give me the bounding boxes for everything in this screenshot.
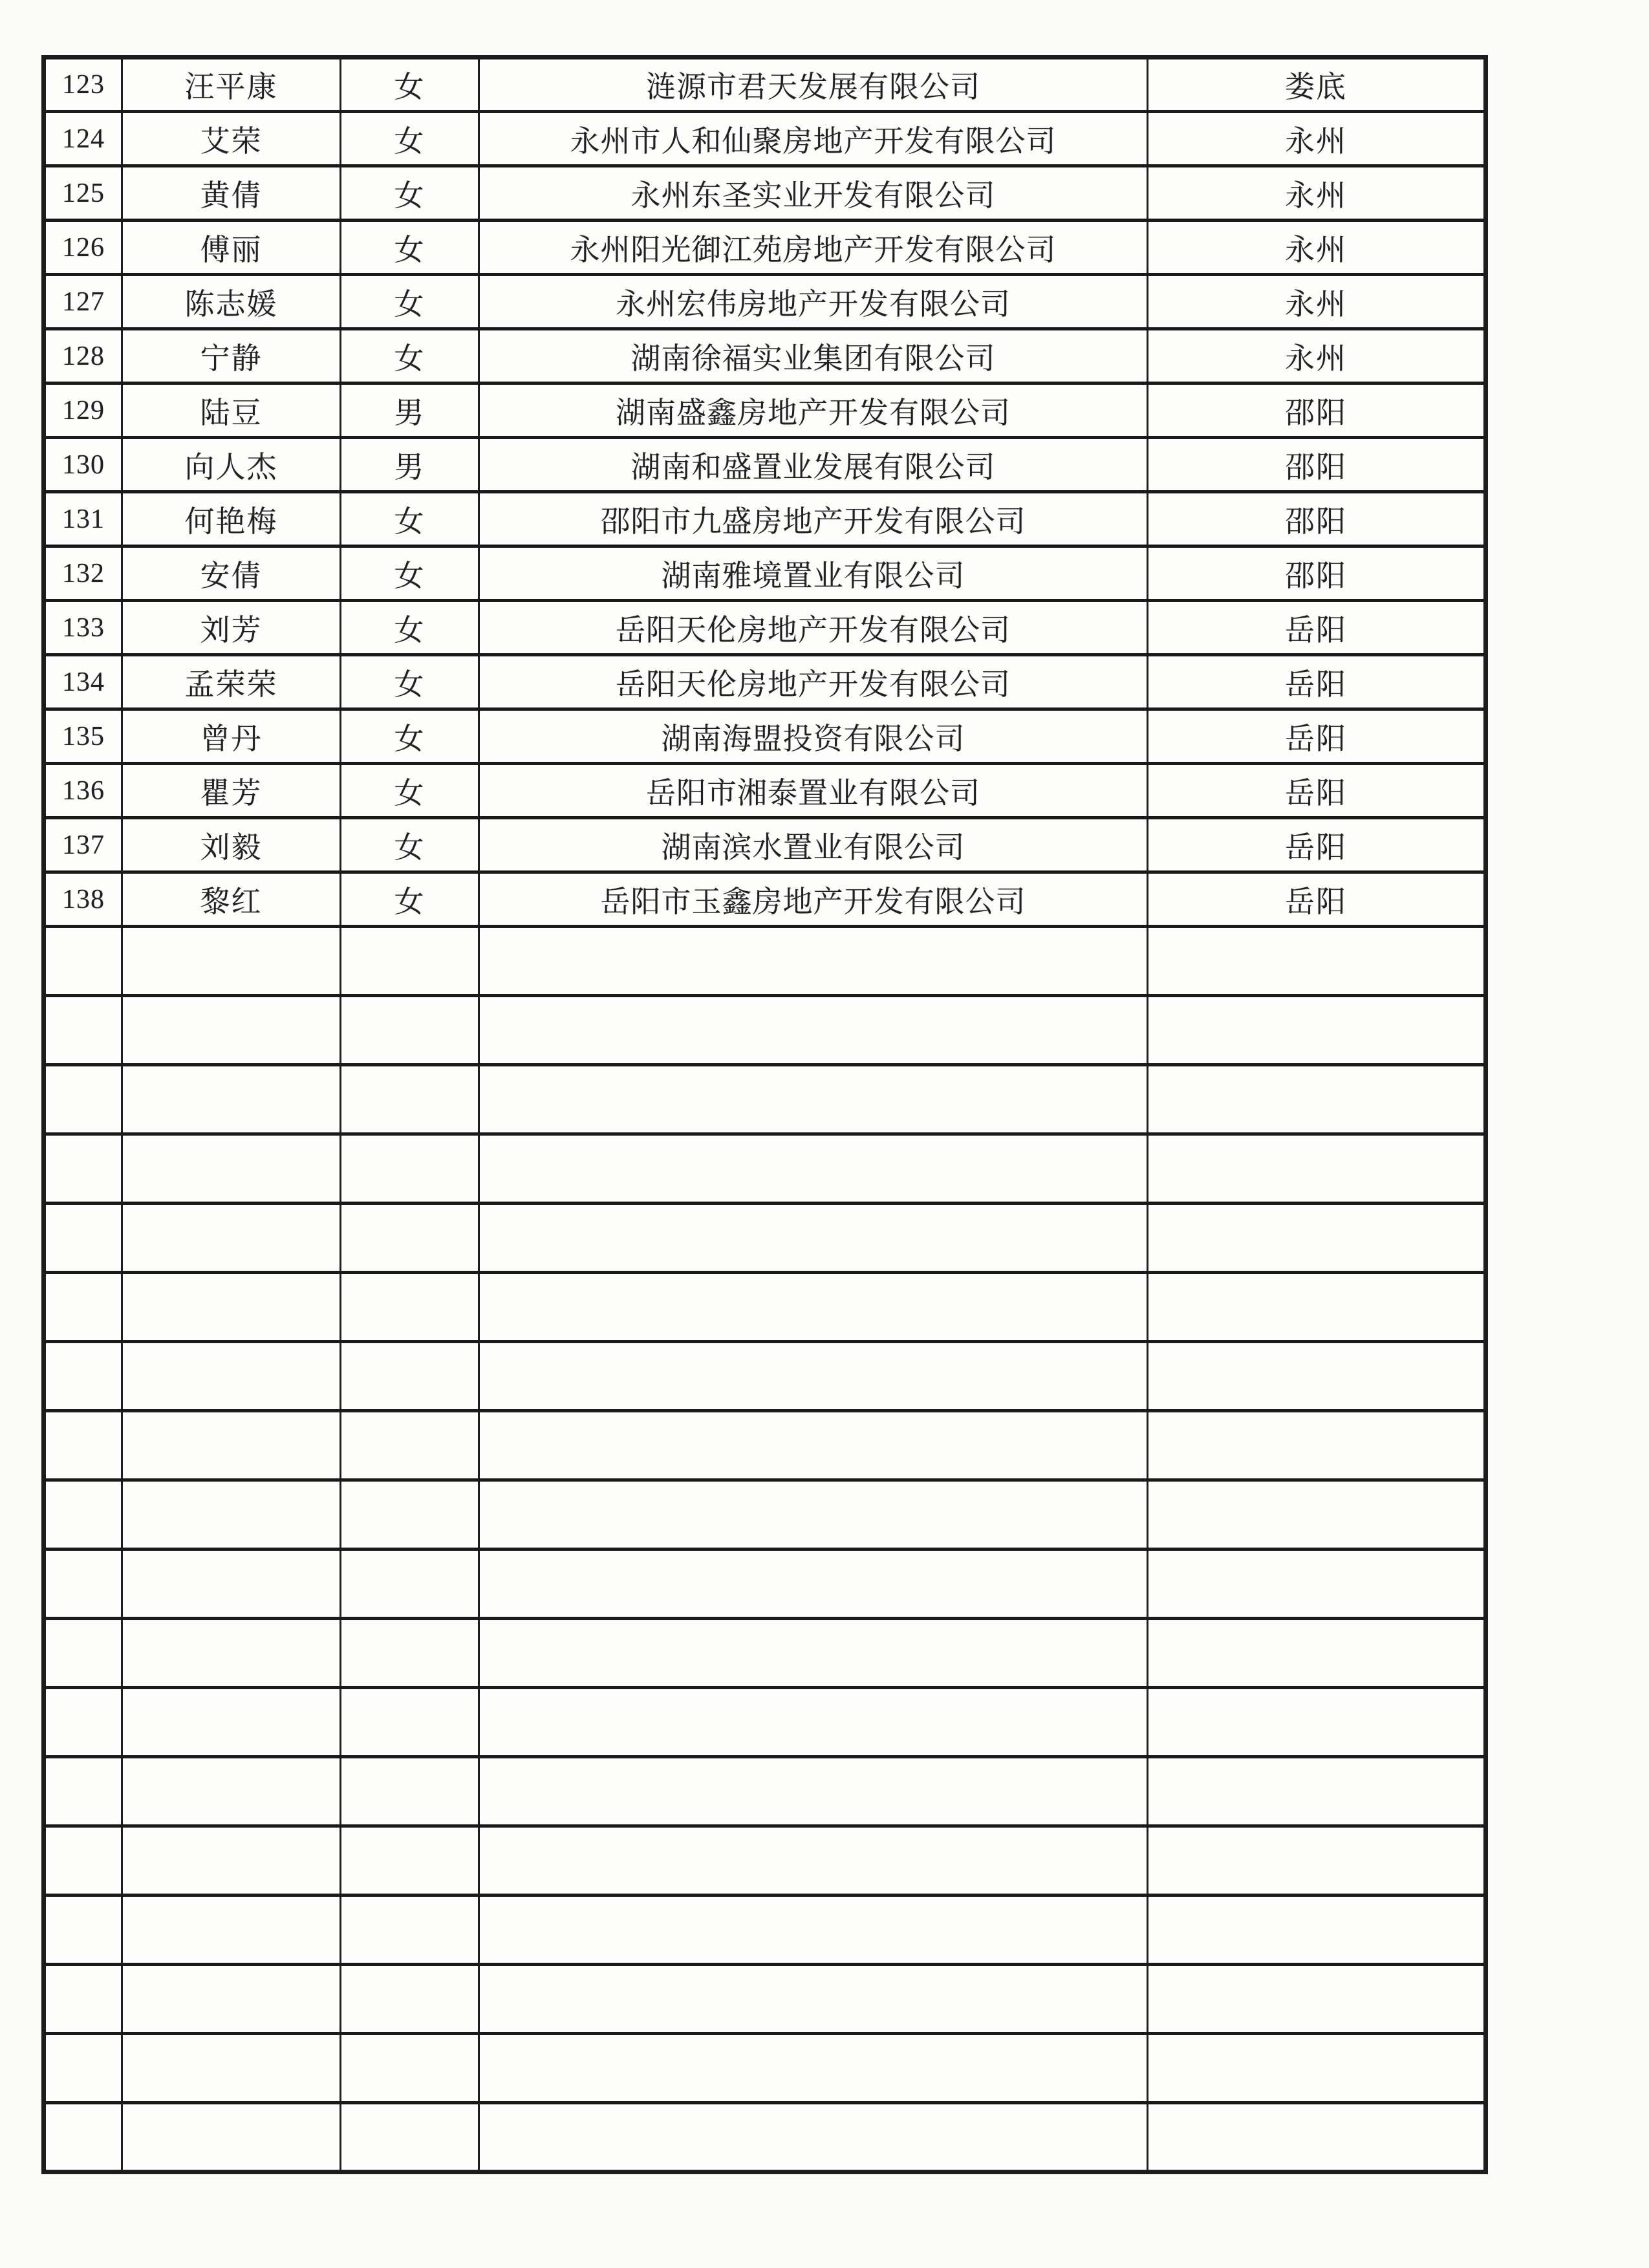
cell-name xyxy=(122,1619,341,1688)
cell-city: 永州 xyxy=(1148,112,1486,166)
table-row-empty xyxy=(44,1619,1486,1688)
cell-company xyxy=(479,2103,1148,2172)
cell-city: 娄底 xyxy=(1148,58,1486,112)
cell-gender xyxy=(341,1550,479,1619)
cell-gender: 女 xyxy=(341,492,479,546)
cell-name: 孟荣荣 xyxy=(122,655,341,709)
cell-name: 宁静 xyxy=(122,329,341,383)
cell-company: 湖南和盛置业发展有限公司 xyxy=(479,438,1148,492)
cell-seq xyxy=(44,996,122,1065)
cell-seq xyxy=(44,1480,122,1550)
cell-gender: 女 xyxy=(341,166,479,221)
cell-gender: 女 xyxy=(341,221,479,275)
cell-gender xyxy=(341,927,479,996)
cell-gender xyxy=(341,1965,479,2034)
cell-seq xyxy=(44,1688,122,1757)
table-row-empty xyxy=(44,1204,1486,1273)
table-row-empty xyxy=(44,1411,1486,1480)
table-row-empty xyxy=(44,1342,1486,1411)
cell-seq: 133 xyxy=(44,601,122,655)
cell-company xyxy=(479,2034,1148,2103)
cell-seq xyxy=(44,1134,122,1204)
cell-seq: 123 xyxy=(44,58,122,112)
cell-company: 湖南海盟投资有限公司 xyxy=(479,709,1148,764)
cell-name xyxy=(122,1342,341,1411)
cell-company xyxy=(479,1757,1148,1826)
cell-city xyxy=(1148,1480,1486,1550)
cell-seq xyxy=(44,2103,122,2172)
table-row-empty xyxy=(44,1480,1486,1550)
cell-seq xyxy=(44,1411,122,1480)
cell-company xyxy=(479,1411,1148,1480)
cell-name xyxy=(122,1965,341,2034)
cell-company: 岳阳市玉鑫房地产开发有限公司 xyxy=(479,872,1148,927)
cell-seq: 138 xyxy=(44,872,122,927)
roster-body xyxy=(44,58,1486,2172)
cell-company xyxy=(479,1826,1148,1895)
cell-gender xyxy=(341,1273,479,1342)
cell-seq: 127 xyxy=(44,275,122,329)
cell-name xyxy=(122,927,341,996)
cell-name xyxy=(122,2034,341,2103)
table-row xyxy=(44,546,1486,601)
cell-seq: 131 xyxy=(44,492,122,546)
cell-city: 邵阳 xyxy=(1148,492,1486,546)
table-row-empty xyxy=(44,1273,1486,1342)
cell-gender xyxy=(341,1411,479,1480)
cell-name xyxy=(122,1826,341,1895)
cell-gender xyxy=(341,2103,479,2172)
table-row-empty xyxy=(44,2034,1486,2103)
cell-company xyxy=(479,996,1148,1065)
cell-seq: 128 xyxy=(44,329,122,383)
cell-city xyxy=(1148,927,1486,996)
cell-gender: 女 xyxy=(341,275,479,329)
cell-seq xyxy=(44,1895,122,1965)
cell-company: 岳阳天伦房地产开发有限公司 xyxy=(479,601,1148,655)
cell-gender: 女 xyxy=(341,601,479,655)
table-row xyxy=(44,709,1486,764)
cell-company: 永州市人和仙聚房地产开发有限公司 xyxy=(479,112,1148,166)
cell-city xyxy=(1148,1273,1486,1342)
cell-seq xyxy=(44,1204,122,1273)
cell-company xyxy=(479,1550,1148,1619)
cell-company xyxy=(479,1134,1148,1204)
cell-city: 永州 xyxy=(1148,275,1486,329)
cell-name: 陆豆 xyxy=(122,383,341,438)
table-row xyxy=(44,492,1486,546)
cell-gender xyxy=(341,1757,479,1826)
roster-table xyxy=(41,55,1488,2174)
cell-name: 何艳梅 xyxy=(122,492,341,546)
cell-company: 永州宏伟房地产开发有限公司 xyxy=(479,275,1148,329)
table-row xyxy=(44,818,1486,872)
cell-city xyxy=(1148,1204,1486,1273)
cell-name: 安倩 xyxy=(122,546,341,601)
cell-name: 黄倩 xyxy=(122,166,341,221)
cell-gender xyxy=(341,1480,479,1550)
cell-seq xyxy=(44,1619,122,1688)
cell-company: 永州东圣实业开发有限公司 xyxy=(479,166,1148,221)
table-row-empty xyxy=(44,1065,1486,1134)
cell-gender: 女 xyxy=(341,546,479,601)
table-row-empty xyxy=(44,1688,1486,1757)
cell-company: 湖南徐福实业集团有限公司 xyxy=(479,329,1148,383)
table-row xyxy=(44,329,1486,383)
table-row-empty xyxy=(44,1965,1486,2034)
cell-seq: 125 xyxy=(44,166,122,221)
cell-name: 陈志媛 xyxy=(122,275,341,329)
table-row-empty xyxy=(44,1134,1486,1204)
cell-company: 岳阳市湘泰置业有限公司 xyxy=(479,764,1148,818)
cell-name: 曾丹 xyxy=(122,709,341,764)
cell-city xyxy=(1148,1065,1486,1134)
cell-gender xyxy=(341,1342,479,1411)
cell-name: 汪平康 xyxy=(122,58,341,112)
cell-name xyxy=(122,1134,341,1204)
cell-seq xyxy=(44,1757,122,1826)
cell-seq: 136 xyxy=(44,764,122,818)
cell-seq xyxy=(44,1342,122,1411)
table-row-empty xyxy=(44,1550,1486,1619)
cell-company xyxy=(479,1965,1148,2034)
cell-name xyxy=(122,1480,341,1550)
cell-name: 傅丽 xyxy=(122,221,341,275)
cell-city: 永州 xyxy=(1148,166,1486,221)
cell-gender: 男 xyxy=(341,383,479,438)
cell-gender: 女 xyxy=(341,709,479,764)
cell-city: 邵阳 xyxy=(1148,438,1486,492)
cell-city xyxy=(1148,2034,1486,2103)
cell-name xyxy=(122,1411,341,1480)
cell-gender: 女 xyxy=(341,329,479,383)
cell-name xyxy=(122,2103,341,2172)
cell-city xyxy=(1148,1134,1486,1204)
cell-company: 邵阳市九盛房地产开发有限公司 xyxy=(479,492,1148,546)
cell-gender: 女 xyxy=(341,872,479,927)
cell-name: 刘芳 xyxy=(122,601,341,655)
cell-name xyxy=(122,1895,341,1965)
cell-seq xyxy=(44,927,122,996)
cell-seq xyxy=(44,2034,122,2103)
cell-name: 刘毅 xyxy=(122,818,341,872)
cell-city xyxy=(1148,1688,1486,1757)
cell-gender xyxy=(341,1619,479,1688)
cell-gender: 女 xyxy=(341,764,479,818)
cell-company xyxy=(479,1480,1148,1550)
cell-gender: 女 xyxy=(341,655,479,709)
cell-seq: 124 xyxy=(44,112,122,166)
cell-gender xyxy=(341,2034,479,2103)
cell-city xyxy=(1148,996,1486,1065)
cell-company: 湖南盛鑫房地产开发有限公司 xyxy=(479,383,1148,438)
cell-seq: 135 xyxy=(44,709,122,764)
table-row xyxy=(44,275,1486,329)
cell-seq xyxy=(44,1965,122,2034)
cell-company: 岳阳天伦房地产开发有限公司 xyxy=(479,655,1148,709)
cell-company xyxy=(479,1065,1148,1134)
cell-gender: 女 xyxy=(341,818,479,872)
cell-gender xyxy=(341,1688,479,1757)
cell-city: 岳阳 xyxy=(1148,655,1486,709)
table-row xyxy=(44,655,1486,709)
cell-gender: 女 xyxy=(341,58,479,112)
cell-company: 涟源市君天发展有限公司 xyxy=(479,58,1148,112)
cell-company xyxy=(479,927,1148,996)
table-row xyxy=(44,872,1486,927)
cell-city xyxy=(1148,1411,1486,1480)
cell-gender xyxy=(341,1204,479,1273)
table-row-empty xyxy=(44,927,1486,996)
cell-seq: 130 xyxy=(44,438,122,492)
cell-company xyxy=(479,1273,1148,1342)
table-row-empty xyxy=(44,1895,1486,1965)
cell-name: 黎红 xyxy=(122,872,341,927)
cell-name xyxy=(122,1757,341,1826)
cell-city xyxy=(1148,1619,1486,1688)
cell-name xyxy=(122,1550,341,1619)
cell-name: 向人杰 xyxy=(122,438,341,492)
cell-city xyxy=(1148,1342,1486,1411)
cell-seq: 132 xyxy=(44,546,122,601)
cell-city: 永州 xyxy=(1148,221,1486,275)
cell-company xyxy=(479,1619,1148,1688)
table-row xyxy=(44,601,1486,655)
table-row xyxy=(44,112,1486,166)
table-row xyxy=(44,438,1486,492)
cell-seq: 129 xyxy=(44,383,122,438)
cell-city: 岳阳 xyxy=(1148,818,1486,872)
cell-gender xyxy=(341,1065,479,1134)
table-row-empty xyxy=(44,2103,1486,2172)
cell-seq xyxy=(44,1273,122,1342)
cell-name xyxy=(122,996,341,1065)
cell-seq: 137 xyxy=(44,818,122,872)
cell-company xyxy=(479,1895,1148,1965)
table-row xyxy=(44,166,1486,221)
table-row xyxy=(44,221,1486,275)
cell-city: 邵阳 xyxy=(1148,546,1486,601)
cell-seq xyxy=(44,1826,122,1895)
cell-city: 永州 xyxy=(1148,329,1486,383)
table-row-empty xyxy=(44,1757,1486,1826)
cell-city xyxy=(1148,1757,1486,1826)
cell-name: 艾荣 xyxy=(122,112,341,166)
cell-city: 岳阳 xyxy=(1148,764,1486,818)
table-row-empty xyxy=(44,996,1486,1065)
cell-seq xyxy=(44,1550,122,1619)
cell-city xyxy=(1148,2103,1486,2172)
cell-city xyxy=(1148,1550,1486,1619)
cell-city: 邵阳 xyxy=(1148,383,1486,438)
cell-seq: 134 xyxy=(44,655,122,709)
cell-gender: 女 xyxy=(341,112,479,166)
cell-gender xyxy=(341,1826,479,1895)
cell-city xyxy=(1148,1965,1486,2034)
cell-gender xyxy=(341,1134,479,1204)
cell-city: 岳阳 xyxy=(1148,872,1486,927)
cell-seq xyxy=(44,1065,122,1134)
cell-name xyxy=(122,1065,341,1134)
cell-gender xyxy=(341,1895,479,1965)
table-row-empty xyxy=(44,1826,1486,1895)
cell-name: 瞿芳 xyxy=(122,764,341,818)
cell-company: 永州阳光御江苑房地产开发有限公司 xyxy=(479,221,1148,275)
cell-company: 湖南雅境置业有限公司 xyxy=(479,546,1148,601)
cell-city: 岳阳 xyxy=(1148,601,1486,655)
cell-name xyxy=(122,1273,341,1342)
cell-city xyxy=(1148,1826,1486,1895)
cell-name xyxy=(122,1688,341,1757)
table-row xyxy=(44,383,1486,438)
cell-seq: 126 xyxy=(44,221,122,275)
cell-company xyxy=(479,1204,1148,1273)
cell-city xyxy=(1148,1895,1486,1965)
cell-company xyxy=(479,1342,1148,1411)
cell-city: 岳阳 xyxy=(1148,709,1486,764)
cell-gender xyxy=(341,996,479,1065)
table-row xyxy=(44,764,1486,818)
cell-company xyxy=(479,1688,1148,1757)
cell-name xyxy=(122,1204,341,1273)
cell-gender: 男 xyxy=(341,438,479,492)
cell-company: 湖南滨水置业有限公司 xyxy=(479,818,1148,872)
table-row xyxy=(44,58,1486,112)
